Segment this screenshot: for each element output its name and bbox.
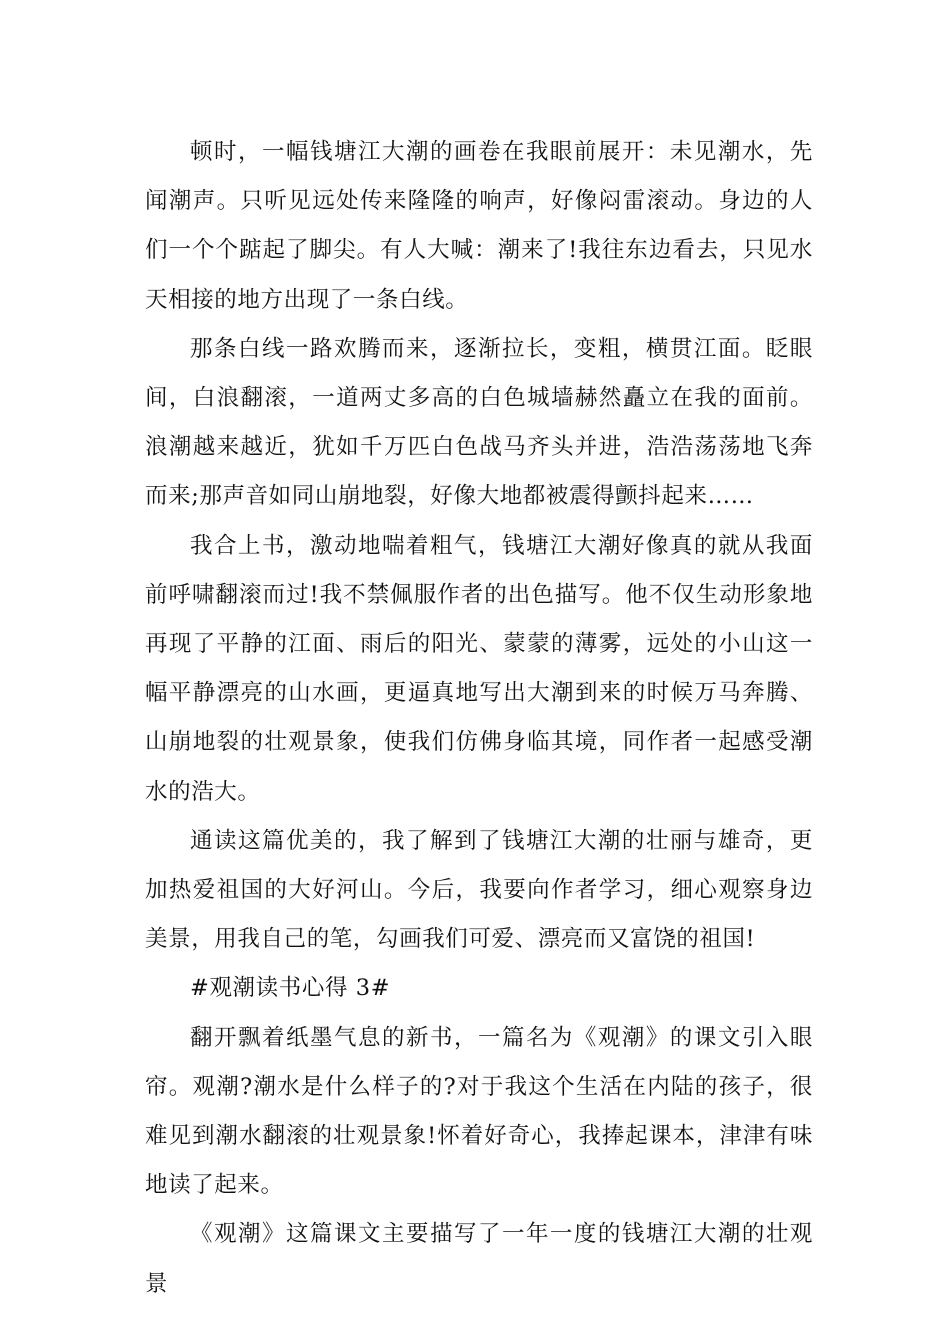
- section-heading: #观潮读书心得 3#: [190, 975, 391, 1002]
- paragraph: 顿时，一幅钱塘江大潮的画卷在我眼前展开：未见潮水，先闻潮声。只听见远处传来隆隆的响声，好像闷雷滚动。身边的人们一个个踮起了脚尖。有人大喊：潮来了!我往东边看去，只见水天相接的地方出现了一条白线。: [145, 139, 813, 313]
- paragraph: 通读这篇优美的，我了解到了钱塘江大潮的壮丽与雄奇，更加热爱祖国的大好河山。今后，我要向作者学习，细心观察身边美景，用我自己的笔，勾画我们可爱、漂亮而又富饶的祖国!: [145, 827, 813, 953]
- paragraph: 翻开飘着纸墨气息的新书，一篇名为《观潮》的课文引入眼帘。观潮?潮水是什么样子的?对于我这个生活在内陆的孩子，很难见到潮水翻滚的壮观景象!怀着好奇心，我捧起课本，津津有味地读了起来。: [145, 1024, 813, 1199]
- paragraph: 《观潮》这篇课文主要描写了一年一度的钱塘江大潮的壮观景: [145, 1221, 813, 1297]
- paragraph: 那条白线一路欢腾而来，逐渐拉长，变粗，横贯江面。眨眼间，白浪翻滚，一道两丈多高的白色城墙赫然矗立在我的面前。浪潮越来越近，犹如千万匹白色战马齐头并进，浩浩荡荡地飞奔而来;那声音如同山崩地裂，好像大地都被震得颤抖起来……: [145, 335, 813, 510]
- paragraph: 我合上书，激动地喘着粗气，钱塘江大潮好像真的就从我面前呼啸翻滚而过!我不禁佩服作者的出色描写。他不仅生动形象地再现了平静的江面、雨后的阳光、蒙蒙的薄雾，远处的小山这一幅平静漂亮的山水画，更逼真地写出大潮到来的时候万马奔腾、山崩地裂的壮观景象，使我们仿佛身临其境，同作者一起感受潮水的浩大。: [145, 532, 813, 805]
- document-body: [145, 128, 813, 1309]
